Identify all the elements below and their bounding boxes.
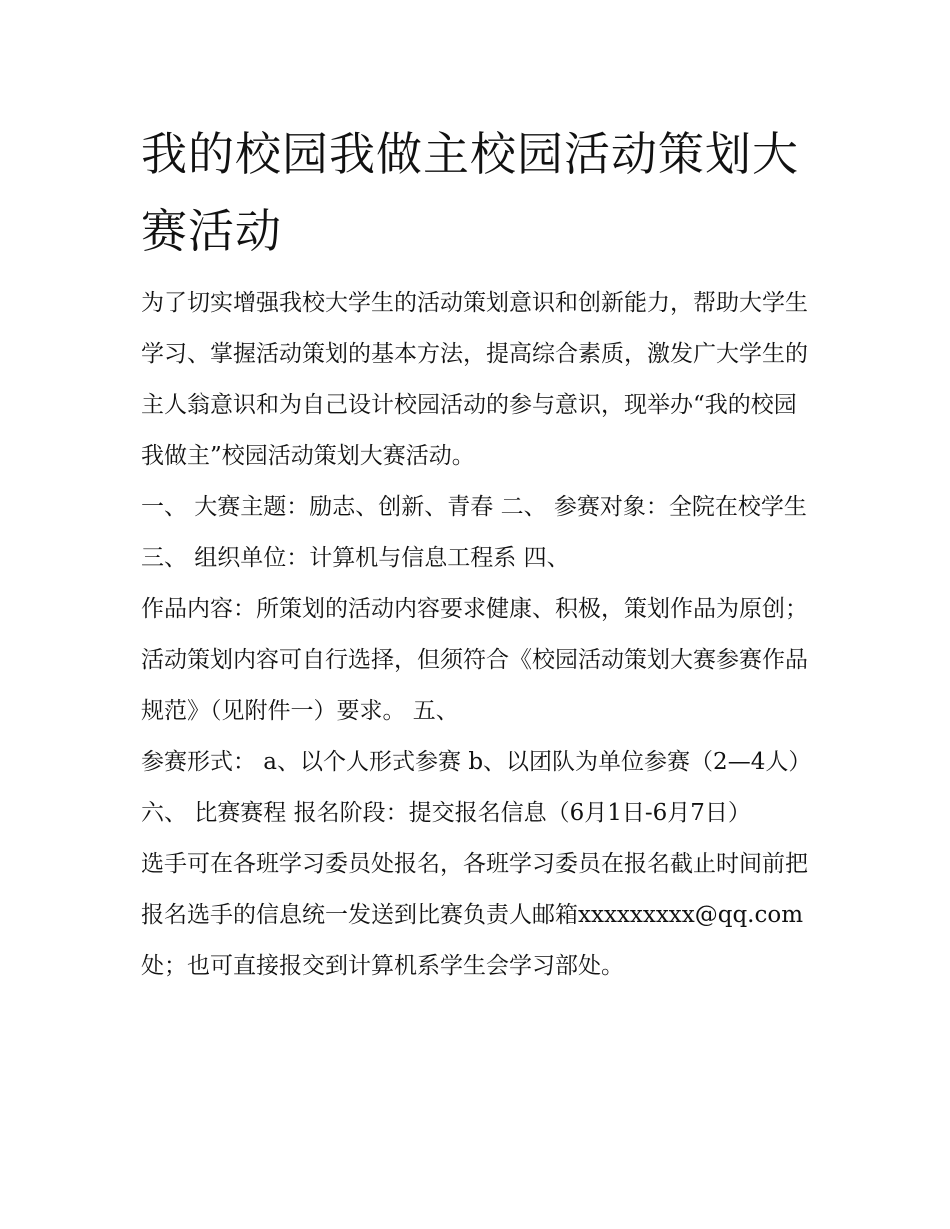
paragraph-format-schedule: 参赛形式： a、以个人形式参赛 b、以团队为单位参赛（2—4人） 六、 比赛赛程 报名阶段：提交报名信息（6月1日-6月7日） bbox=[141, 749, 812, 826]
paragraph-work-content: 作品内容：所策划的活动内容要求健康、积极，策划作品为原创；活动策划内容可自行选择，但须符合《校园活动策划大赛参赛作品规范》（见附件一）要求。 五、 bbox=[141, 596, 808, 724]
paragraph-intro: 为了切实增强我校大学生的活动策划意识和创新能力，帮助大学生学习、掌握活动策划的基本方法，提高综合素质，激发广大学生的主人翁意识和为自己设计校园活动的参与意识，现举办“我的校园我做主”校园活动策划大赛活动。 bbox=[141, 290, 808, 469]
document-body bbox=[141, 116, 813, 992]
document-title: 我的校园我做主校园活动策划大赛活动 bbox=[141, 127, 799, 258]
paragraph-theme-participants-organizer: 一、 大赛主题：励志、创新、青春 二、 参赛对象：全院在校学生 三、 组织单位：计算机与信息工程系 四、 bbox=[141, 494, 807, 571]
paragraph-registration: 选手可在各班学习委员处报名，各班学习委员在报名截止时间前把报名选手的信息统一发送到比赛负责人邮箱xxxxxxxxx@qq.com处；也可直接报交到计算机系学生会学习部处。 bbox=[141, 851, 808, 979]
